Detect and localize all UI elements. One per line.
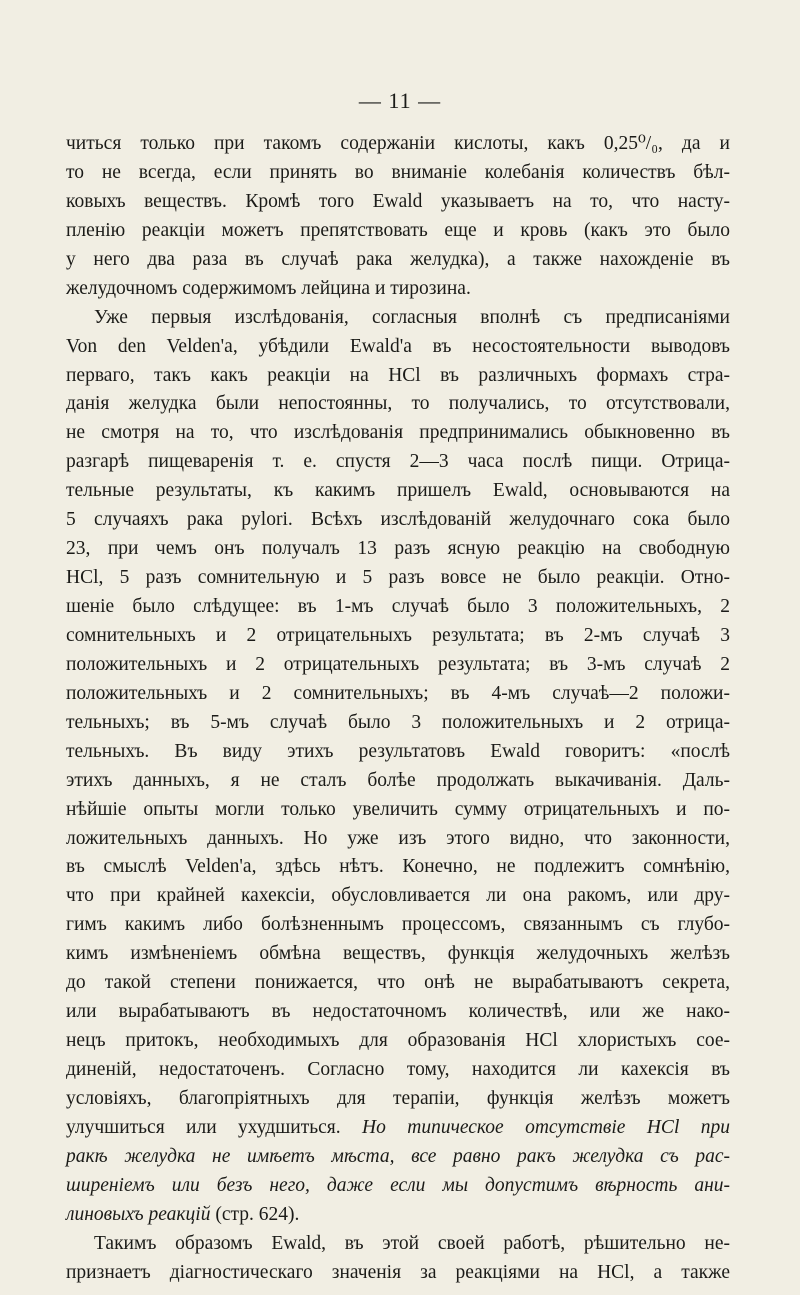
- text-line: Von den Velden'а, убѣдили Ewald'а въ несостоятельности выводовъ: [66, 335, 730, 357]
- text-line: сомнительныхъ и 2 отрицательныхъ результата; въ 2-мъ случаѣ 3: [66, 624, 730, 646]
- text-line: Такимъ образомъ Ewald, въ этой своей работѣ, рѣшительно не-: [94, 1232, 730, 1254]
- text-fragment: улучшиться или ухудшиться.: [66, 1116, 341, 1138]
- italic-quote: линовыхъ реакцiй: [66, 1203, 211, 1225]
- text-line: не смотря на то, что изслѣдованiя предпринимались обыкновенно въ: [66, 422, 730, 444]
- text-line: Уже первыя изслѣдованiя, согласныя вполнѣ съ предписанiями: [94, 306, 730, 328]
- text-line: ковыхъ веществъ. Кромѣ того Ewald указываетъ на то, что насту-: [66, 190, 730, 212]
- text-line: условiяхъ, благопрiятныхъ для терапiи, функцiя желѣзъ можетъ: [66, 1087, 730, 1109]
- text-line: положительныхъ и 2 отрицательныхъ результата; въ 3-мъ случаѣ 2: [66, 653, 730, 675]
- text-line: или вырабатываютъ въ недостаточномъ количествѣ, или же нако-: [66, 1001, 730, 1023]
- text-line: диненiй, недостаточенъ. Согласно тому, находится ли кахексiя въ: [66, 1059, 730, 1080]
- italic-quote-line: ракѣ желудка не имѣетъ мѣста, все равно ракъ желудка съ рас-: [66, 1145, 730, 1167]
- text-line: у него два раза въ случаѣ рака желудка), а также нахожденiе въ: [66, 248, 730, 270]
- text-line: положительныхъ и 2 сомнительныхъ; въ 4-мъ случаѣ—2 положи-: [66, 682, 730, 704]
- text-line: кимъ измѣненiемъ обмѣна веществъ, функцiя желудочныхъ желѣзъ: [66, 943, 730, 965]
- text-line: читься только при такомъ содержанiи кислоты, какъ 0,25⁰/₀, да и: [66, 133, 730, 154]
- page-reference: (стр. 624).: [215, 1203, 300, 1225]
- text-line: пленiю реакцiи можетъ препятствовать еще и кровь (какъ это было: [66, 219, 730, 241]
- text-line: ложительныхъ данныхъ. Но уже изъ этого видно, что законности,: [66, 827, 730, 849]
- text-line: гимъ какимъ либо болѣзненнымъ процессомъ, связаннымъ съ глубо-: [66, 914, 730, 936]
- text-line: тельные результаты, къ какимъ пришелъ Ewald, основываются на: [66, 480, 730, 502]
- text-line: признаетъ дiагностическаго значенiя за реакцiями на HCl, а также: [66, 1261, 730, 1283]
- page-number: — 11 —: [358, 88, 442, 113]
- text-line: шенiе было слѣдущее: въ 1-мъ случаѣ было 3 положительныхъ, 2: [66, 596, 730, 617]
- text-line: желудочномъ содержимомъ лейцина и тирозина.: [66, 277, 471, 299]
- text-line: что при крайней кахексiи, обусловливается ли она ракомъ, или дру-: [66, 885, 730, 907]
- text-line: до такой степени понижается, что онѣ не вырабатываютъ секрета,: [66, 972, 730, 994]
- text-line: нѣйшiе опыты могли только увеличить сумму отрицательныхъ и по-: [66, 798, 730, 820]
- text-line: тельныхъ. Въ виду этихъ результатовъ Ewald говоритъ: «послѣ: [66, 740, 730, 762]
- text-line: HCl, 5 разъ сомнительную и 5 разъ вовсе не было реакцiи. Отно-: [66, 567, 730, 589]
- italic-quote-line: ширенiемъ или безъ него, даже если мы допустимъ вѣрность ани-: [66, 1174, 730, 1196]
- text-line: 23, при чемъ онъ получалъ 13 разъ ясную реакцiю на свободную: [66, 538, 730, 560]
- text-line: тельныхъ; въ 5-мъ случаѣ было 3 положительныхъ и 2 отрица-: [66, 711, 730, 733]
- text-line: разгарѣ пищеваренiя т. е. спустя 2—3 часа послѣ пищи. Отрица-: [66, 451, 730, 473]
- text-line: въ смыслѣ Velden'а, здѣсь нѣтъ. Конечно, не подлежитъ сомнѣнiю,: [66, 856, 730, 878]
- text-line: нецъ притокъ, необходимыхъ для образованiя HCl хлористыхъ сое-: [66, 1030, 730, 1052]
- text-line-mixed: [66, 1201, 730, 1230]
- text-line: то не всегда, если принять во вниманiе колебанiя количествъ бѣл-: [66, 161, 730, 183]
- body-text: [66, 130, 730, 1288]
- text-line: перваго, такъ какъ реакцiи на HCl въ различныхъ формахъ стра-: [66, 364, 730, 386]
- text-line: этихъ данныхъ, я не сталъ болѣе продолжать выкачиванiя. Даль-: [66, 769, 730, 791]
- text-line: данiя желудка были непостоянны, то получались, то отсутствовали,: [66, 393, 730, 415]
- text-line-mixed: [66, 1114, 730, 1143]
- text-line: 5 случаяхъ рака pylori. Всѣхъ изслѣдованiй желудочнаго сока было: [66, 509, 730, 531]
- italic-quote: Но типическое отсутствiе HCl при: [362, 1116, 730, 1138]
